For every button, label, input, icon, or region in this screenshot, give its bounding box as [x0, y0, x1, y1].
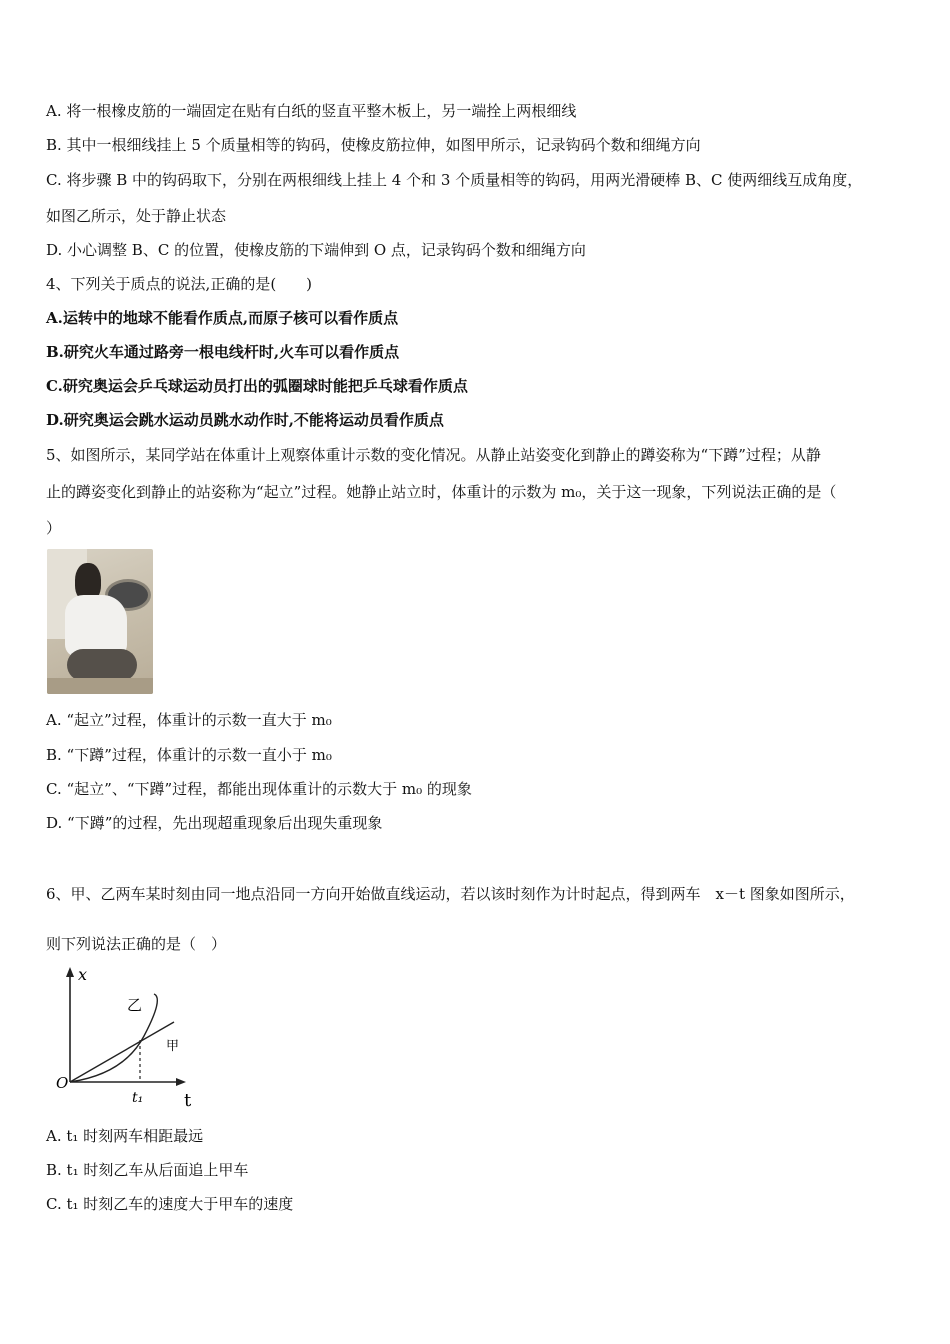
q6-option-b: B. t₁ 时刻乙车从后面追上甲车	[46, 1161, 249, 1179]
q3-option-d: D. 小心调整 B、C 的位置，使橡皮筋的下端伸到 O 点，记录钩码个数和细绳方向	[46, 241, 586, 259]
q6-stem-line1: 6、甲、乙两车某时刻由同一地点沿同一方向开始做直线运动，若以该时刻作为计时起点，得到两车 x－t 图象如图所示，	[46, 885, 855, 903]
q6-option-c: C. t₁ 时刻乙车的速度大于甲车的速度	[46, 1195, 294, 1213]
q3-option-c-line1: C. 将步骤 B 中的钩码取下，分别在两根细线上挂上 4 个和 3 个质量相等的钩码，用两光滑硬棒 B、C 使两细线互成角度，	[46, 171, 863, 189]
xt-graph	[54, 964, 199, 1109]
q4-stem: 4、下列关于质点的说法,正确的是( )	[46, 275, 313, 293]
t1-label: t₁	[132, 1090, 144, 1106]
photo-person-legs	[67, 649, 137, 681]
q3-option-c-line2: 如图乙所示，处于静止状态	[46, 207, 227, 225]
q5-stem-line3: ）	[46, 519, 62, 537]
scale-photo	[47, 549, 153, 694]
q4-option-a: A.运转中的地球不能看作质点,而原子核可以看作质点	[46, 309, 399, 327]
curve-yi	[70, 994, 157, 1082]
q5-option-c: C. “起立”、“下蹲”过程，都能出现体重计的示数大于 m₀ 的现象	[46, 780, 472, 798]
x-axis-arrow	[176, 1078, 186, 1086]
q6-stem-line2: 则下列说法正确的是（ ）	[46, 935, 227, 953]
line-jia	[70, 1022, 174, 1082]
label-jia: 甲	[166, 1039, 180, 1054]
q5-option-d: D. “下蹲”的过程，先出现超重现象后出现失重现象	[46, 814, 383, 832]
y-axis-arrow	[66, 967, 74, 977]
q4-option-c: C.研究奥运会乒乓球运动员打出的弧圈球时能把乒乓球看作质点	[46, 377, 468, 395]
q4-option-b: B.研究火车通过路旁一根电线杆时,火车可以看作质点	[46, 343, 400, 361]
origin-label: O	[56, 1074, 69, 1092]
q6-option-a: A. t₁ 时刻两车相距最远	[46, 1127, 204, 1145]
q5-stem-line2: 止的蹲姿变化到静止的站姿称为“起立”过程。她静止站立时，体重计的示数为 m₀，关于这一现象，下列说法正确的是（	[46, 483, 837, 501]
label-yi: 乙	[127, 996, 143, 1014]
photo-floor	[47, 678, 153, 694]
q5-option-a: A. “起立”过程，体重计的示数一直大于 m₀	[46, 711, 332, 729]
q5-stem-line1: 5、如图所示，某同学站在体重计上观察体重计示数的变化情况。从静止站姿变化到静止的蹲姿称为“下蹲”过程；从静	[46, 446, 821, 464]
y-axis-label: x	[78, 965, 88, 984]
x-axis-label: t	[184, 1090, 192, 1109]
q3-option-a: A. 将一根橡皮筋的一端固定在贴有白纸的竖直平整木板上，另一端拴上两根细线	[46, 102, 577, 120]
q5-option-b: B. “下蹲”过程，体重计的示数一直小于 m₀	[46, 746, 332, 764]
photo-person-body	[65, 595, 127, 657]
q4-option-d: D.研究奥运会跳水运动员跳水动作时,不能将运动员看作质点	[46, 411, 444, 429]
q3-option-b: B. 其中一根细线挂上 5 个质量相等的钩码，使橡皮筋拉伸，如图甲所示，记录钩码个数和细绳方向	[46, 136, 701, 154]
